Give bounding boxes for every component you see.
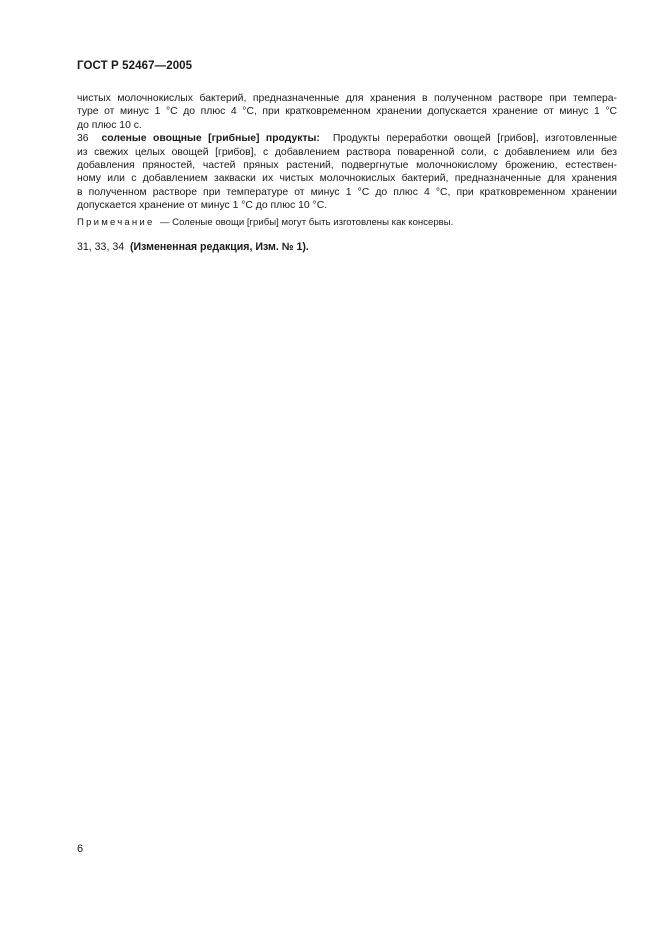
term-36-line-6: допускается хранение от минус 1 °С до плюс 10 °С. [77,200,328,212]
continued-line-2: туре от минус 1 °С до плюс 4 °С, при кратковременном хранении допускается хранение от минус 1 °С [77,106,617,118]
amendment-text: (Измененная редакция, Изм. № 1). [130,241,309,253]
continued-line-1: чистых молочнокислых бактерий, предназначенные для хранения в полученном растворе при темпера- [77,93,617,104]
term-definition-start: Продукты переработки овощей [грибов], изготовленные [332,133,617,145]
note [77,217,453,228]
term-name: соленые овощные [грибные] продукты: [101,133,320,145]
term-36-line-5: в полученном растворе при температуре от минус 1 °С до плюс 4 °С, при кратковременном хранении [77,186,617,198]
term-number: 36 [77,133,89,145]
note-text: — Соленые овощи [грибы] могут быть изготовлены как консервы. [159,217,454,228]
document-body [77,92,617,213]
continued-line-3: до плюс 10 с. [77,119,142,131]
term-36-line-4: ному или с добавлением закваски их чистых молочнокислых бактерий, предназначенные для хранения [77,173,617,185]
note-label: Примечание [77,217,155,228]
term-36-first-line [77,132,617,145]
amendment-reference [77,241,309,253]
term-36-line-2: из свежих целых овощей [грибов], с добавлением раствора поваренной соли, с добавлением или без [77,146,617,158]
amendment-numbers: 31, 33, 34 [77,241,125,253]
standard-header: ГОСТ Р 52467—2005 [77,60,193,72]
page-number: 6 [77,843,84,855]
term-36-line-3: добавления пряностей, частей пряных растений, подвергнутые молочнокислому брожению, естествен- [77,159,617,171]
